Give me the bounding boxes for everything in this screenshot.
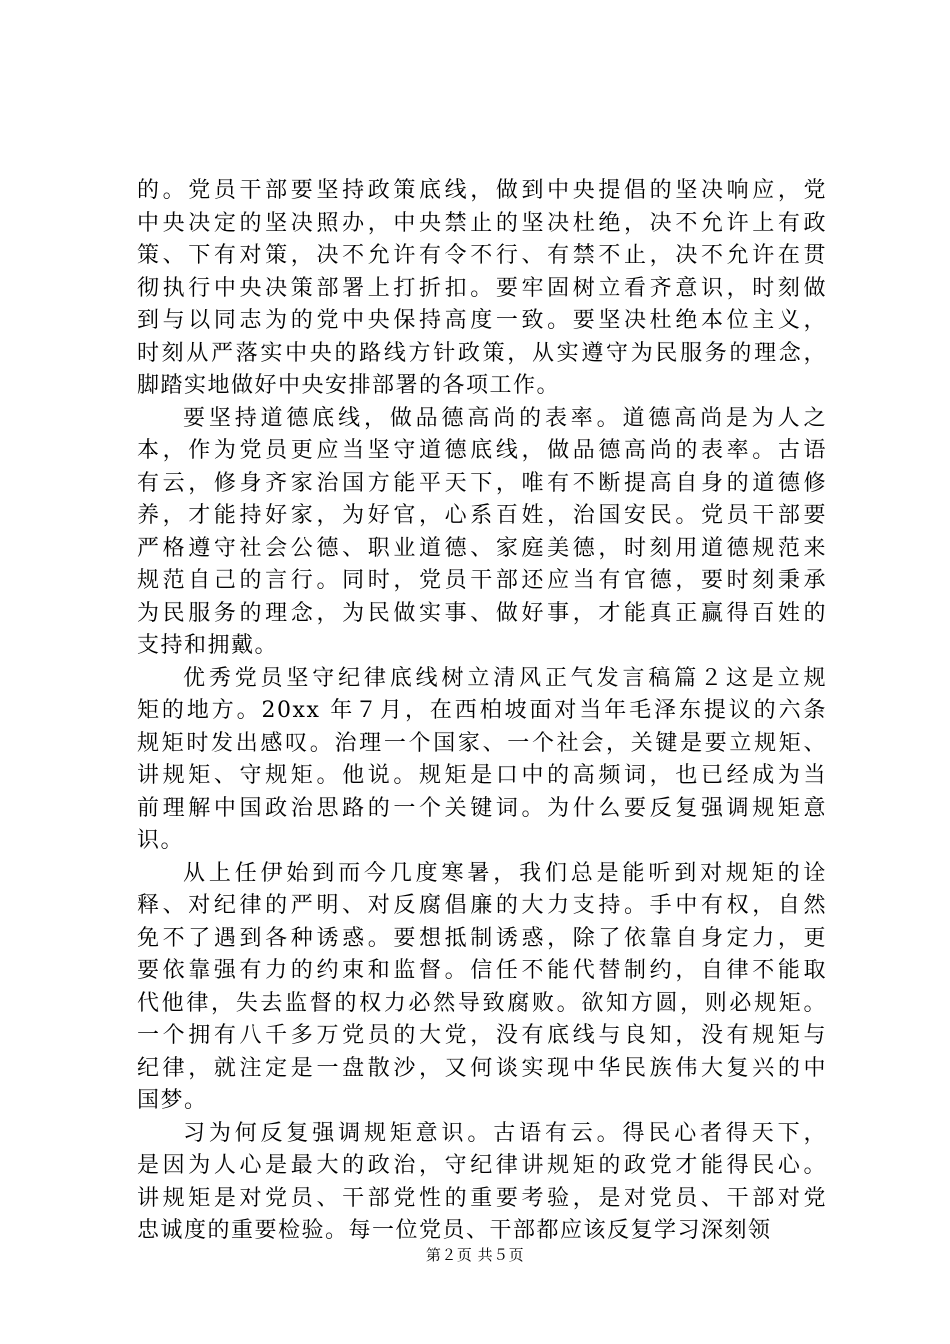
text-line: 为民服务的理念，为民做实事、做好事，才能真正赢得百姓的 [137, 600, 827, 626]
text-line: 要坚持道德底线，做品德高尚的表率。道德高尚是为人之 [183, 405, 827, 431]
text-line: 支持和拥戴。 [137, 633, 279, 658]
text-line: 有云，修身齐家治国方能平天下，唯有不断提高自身的道德修 [137, 470, 827, 496]
text-line: 严格遵守社会公德、职业道德、家庭美德，时刻用道德规范来 [137, 535, 827, 561]
paragraph [137, 1118, 827, 1248]
paragraph [137, 663, 827, 858]
text-line: 国梦。 [137, 1088, 208, 1113]
text-line: 从上任伊始到而今几度寒暑，我们总是能听到对规矩的诠 [183, 860, 827, 886]
paragraph [137, 175, 827, 403]
text-line: 规矩时发出感叹。治理一个国家、一个社会，关键是要立规矩、 [137, 730, 827, 756]
text-line: 代他律，失去监督的权力必然导致腐败。欲知方圆，则必规矩。 [137, 990, 827, 1016]
text-line: 优秀党员坚守纪律底线树立清风正气发言稿篇２这是立规 [183, 665, 827, 691]
text-line: 策、下有对策，决不允许有令不行、有禁不止，决不允许在贯 [137, 243, 827, 268]
text-line: 是因为人心是最大的政治，守纪律讲规矩的政党才能得民心。 [137, 1153, 827, 1178]
text-line: 中央决定的坚决照办，中央禁止的坚决杜绝，决不允许上有政 [137, 210, 827, 236]
paragraph [137, 403, 827, 663]
document-body [137, 175, 827, 1248]
text-line: 彻执行中央决策部署上打折扣。要牢固树立看齐意识，时刻做 [137, 275, 827, 301]
text-line: 时刻从严落实中央的路线方针政策，从实遵守为民服务的理念， [137, 340, 827, 366]
text-line: 规范自己的言行。同时，党员干部还应当有官德，要时刻秉承 [137, 568, 827, 593]
text-line: 一个拥有八千多万党员的大党，没有底线与良知，没有规矩与 [137, 1023, 827, 1048]
paragraph [137, 858, 827, 1118]
text-line: 识。 [137, 828, 185, 853]
page-footer: 第２页 共５页 [425, 1246, 525, 1264]
text-line: 忠诚度的重要检验。每一位党员、干部都应该反复学习深刻领 [137, 1218, 772, 1243]
text-line: 要依靠强有力的约束和监督。信任不能代替制约，自律不能取 [137, 958, 827, 983]
text-line: 习为何反复强调规矩意识。古语有云。得民心者得天下， [183, 1120, 827, 1146]
text-line: 纪律，就注定是一盘散沙，又何谈实现中华民族伟大复兴的中 [137, 1055, 827, 1081]
text-line: 讲规矩、守规矩。他说。规矩是口中的高频词，也已经成为当 [137, 763, 827, 788]
text-line: 前理解中国政治思路的一个关键词。为什么要反复强调规矩意 [137, 795, 827, 821]
text-line: 脚踏实地做好中央安排部署的各项工作。 [137, 373, 561, 398]
text-line: 矩的地方。20xx 年７月，在西柏坡面对当年毛泽东提议的六条 [137, 698, 827, 723]
text-line: 释、对纪律的严明、对反腐倡廉的大力支持。手中有权，自然 [137, 893, 827, 918]
text-line: 免不了遇到各种诱惑。要想抵制诱惑，除了依靠自身定力，更 [137, 925, 827, 951]
text-line: 的。党员干部要坚持政策底线，做到中央提倡的坚决响应，党 [137, 178, 827, 203]
text-line: 到与以同志为的党中央保持高度一致。要坚决杜绝本位主义， [137, 308, 827, 333]
text-line: 本，作为党员更应当坚守道德底线，做品德高尚的表率。古语 [137, 438, 827, 463]
text-line: 养，才能持好家，为好官，心系百姓，治国安民。党员干部要 [137, 503, 827, 528]
text-line: 讲规矩是对党员、干部党性的重要考验，是对党员、干部对党 [137, 1185, 827, 1211]
